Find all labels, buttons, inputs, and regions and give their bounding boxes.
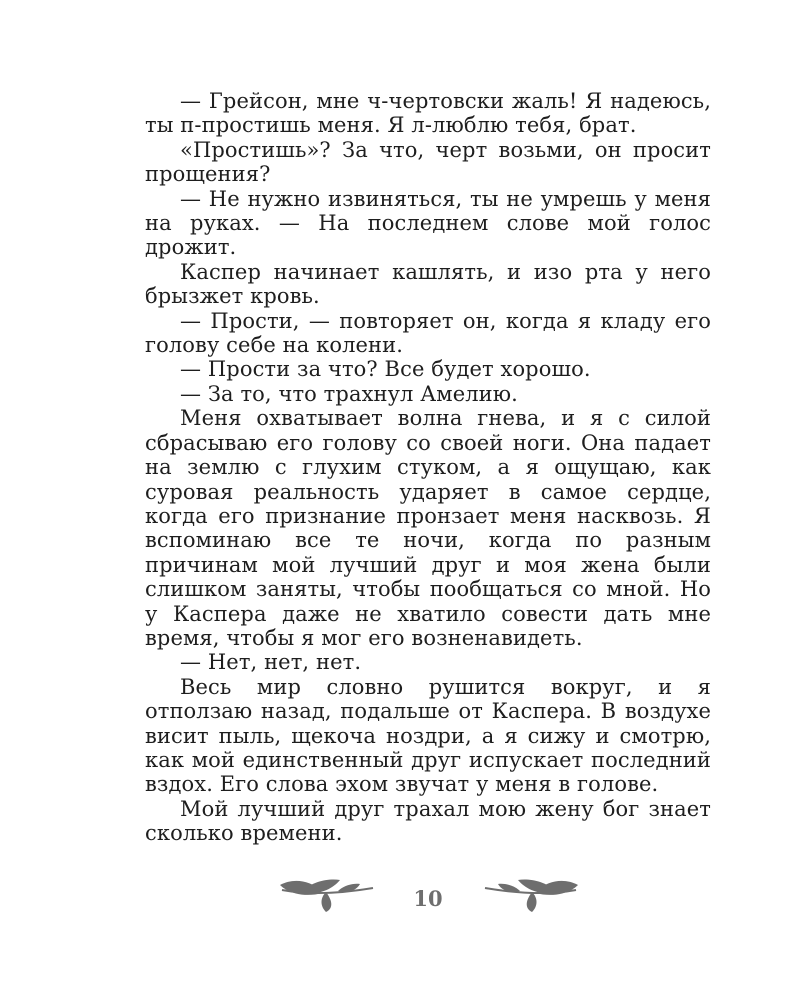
page-body bbox=[145, 89, 711, 846]
paragraph: Мой лучший друг трахал мою жену бог знает сколько времени. bbox=[145, 796, 711, 846]
paragraph: — Грейсон, мне ч-чертовски жаль! Я надеюсь, ты п-простишь меня. Я л-люблю тебя, брат. bbox=[145, 89, 711, 138]
paragraph: — За то, что трахнул Амелию. bbox=[180, 381, 518, 406]
leaf-branch-icon bbox=[280, 876, 375, 914]
paragraph: — Прости, — повторяет он, когда я кладу его голову себе на колени. bbox=[145, 308, 711, 358]
page-number: 10 bbox=[413, 886, 443, 911]
leaf-branch-icon bbox=[483, 876, 578, 914]
paragraph: Меня охватывает волна гнева, и я с силой сбрасываю его голову со своей ноги. Она падает на землю с глухим стуком, а я ощущаю, как суровая реальность ударяет в самое сердце, когда его признание пронзает меня насквозь. Я вспоминаю все те ночи, когда по разным причинам мой лучший друг и моя жена были слишком заняты, чтобы пообщаться со мной. Но у Каспера даже не хватило совести дать мне время, чтобы я мог его возненавидеть. bbox=[145, 406, 711, 650]
paragraph: Каспер начинает кашлять, и изо рта у него брызжет кровь. bbox=[145, 259, 711, 309]
paragraph: — Прости за что? Все будет хорошо. bbox=[180, 357, 591, 382]
paragraph: — Не нужно извиняться, ты не умрешь у меня на руках. — На последнем слове мой голос дрожит. bbox=[145, 186, 711, 260]
paragraph: «Простишь»? За что, черт возьми, он просит прощения? bbox=[145, 137, 711, 187]
paragraph: Весь мир словно рушится вокруг, и я отползаю назад, подальше от Каспера. В воздухе висит пыль, щекоча ноздри, а я сижу и смотрю, как мой единственный друг испускает последний вздох. Его слова эхом звучат у меня в голове. bbox=[145, 674, 711, 797]
page-footer bbox=[0, 876, 800, 926]
paragraph: — Нет, нет, нет. bbox=[180, 650, 362, 675]
